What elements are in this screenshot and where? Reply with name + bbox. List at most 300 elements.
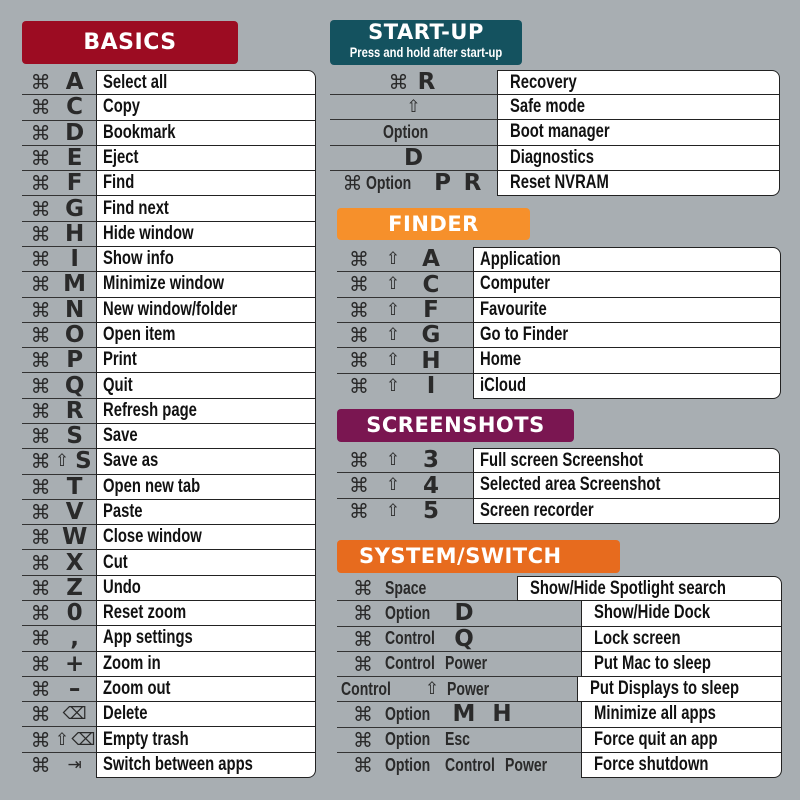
- shortcut-description: [96, 298, 316, 323]
- shift-icon: ⇧: [385, 501, 401, 522]
- shortcut-row: [22, 652, 316, 677]
- key-letter: R: [65, 397, 84, 424]
- command-icon: ⌘: [349, 473, 369, 498]
- shortcut-description: [96, 196, 316, 221]
- key-letter: Z: [66, 574, 83, 601]
- shortcut-keys: [337, 677, 577, 702]
- shortcut-description: [96, 272, 316, 297]
- shortcut-row: [22, 475, 316, 500]
- shortcut-row: [22, 576, 316, 601]
- shortcut-label: Minimize window: [103, 273, 225, 295]
- shortcut-label: iCloud: [480, 374, 527, 396]
- system-title: SYSTEM/SWITCH: [359, 544, 562, 568]
- command-icon: ⌘: [353, 601, 373, 626]
- shortcut-row: [337, 576, 782, 601]
- key-letter: F: [66, 170, 83, 197]
- key-name: Control: [385, 653, 435, 674]
- shortcut-label: Quit: [103, 374, 133, 396]
- shortcut-description: [497, 70, 780, 95]
- shortcut-row: [22, 323, 316, 348]
- shortcut-keys: [337, 702, 581, 727]
- key-letter: ,: [70, 625, 79, 652]
- shortcut-row: [337, 702, 782, 727]
- key-name: Control: [385, 628, 435, 649]
- shortcut-row: [22, 500, 316, 525]
- finder-table: [337, 247, 781, 399]
- shortcut-label: Zoom in: [103, 652, 161, 674]
- shortcut-description: [96, 424, 316, 449]
- shortcut-row: [337, 448, 780, 473]
- shortcut-keys: [337, 272, 473, 297]
- shift-icon: ⇧: [54, 729, 70, 750]
- shortcut-label: Hide window: [103, 222, 194, 244]
- shortcut-label: Boot manager: [510, 121, 610, 143]
- shortcut-keys: [22, 272, 96, 297]
- shortcut-keys: [22, 677, 96, 702]
- shortcut-label: Switch between apps: [103, 753, 253, 775]
- command-icon: ⌘: [342, 171, 363, 196]
- key-letter: +: [64, 650, 85, 677]
- command-icon: ⌘: [30, 95, 51, 120]
- shortcut-row: [22, 424, 316, 449]
- shortcut-row: [337, 247, 781, 272]
- shortcut-row: [337, 473, 780, 498]
- shortcut-keys: [337, 601, 581, 626]
- shortcut-description: [473, 448, 780, 473]
- key-letter: I: [70, 246, 79, 273]
- shortcut-description: [473, 247, 781, 272]
- command-icon: ⌘: [30, 171, 51, 196]
- key-name: Esc: [445, 729, 470, 750]
- key-letter: S: [66, 423, 83, 450]
- key-letter: R: [417, 69, 436, 96]
- shortcut-label: Force shutdown: [594, 753, 709, 775]
- key-letter: D: [454, 600, 474, 627]
- shortcut-label: Find next: [103, 197, 169, 219]
- command-icon: ⌘: [30, 753, 51, 778]
- shortcut-keys: [22, 475, 96, 500]
- command-icon: ⌘: [30, 297, 51, 322]
- shortcut-description: [96, 121, 316, 146]
- shortcut-label: Home: [480, 349, 522, 371]
- shortcut-label: Eject: [103, 146, 139, 168]
- command-icon: ⌘: [353, 651, 373, 676]
- shortcut-description: [581, 753, 782, 778]
- shortcut-label: Print: [103, 349, 137, 371]
- shortcut-row: [22, 171, 316, 196]
- shortcut-label: Selected area Screenshot: [480, 474, 661, 496]
- shift-icon: ⇧: [385, 376, 401, 397]
- shortcut-row: [22, 677, 316, 702]
- shortcut-keys: [22, 576, 96, 601]
- shortcut-description: [96, 652, 316, 677]
- command-icon: ⌘: [30, 145, 51, 170]
- command-icon: ⌘: [30, 424, 51, 449]
- shortcut-description: [96, 727, 316, 752]
- command-icon: ⌘: [30, 247, 51, 272]
- shortcut-description: [96, 247, 316, 272]
- key-letter: P: [66, 347, 84, 374]
- key-letter: H: [65, 220, 85, 247]
- command-icon: ⌘: [30, 474, 51, 499]
- shortcut-description: [581, 728, 782, 753]
- shortcut-keys: [22, 121, 96, 146]
- shortcut-keys: [337, 448, 473, 473]
- key-name: Option: [385, 729, 431, 750]
- startup-header: [330, 20, 522, 65]
- shortcut-description: [473, 348, 781, 373]
- finder-title: FINDER: [388, 212, 479, 236]
- shortcut-description: [581, 652, 782, 677]
- command-icon: ⌘: [30, 651, 51, 676]
- shortcut-row: [337, 348, 781, 373]
- key-name: Option: [365, 172, 411, 193]
- command-icon: ⌘: [30, 499, 51, 524]
- shortcut-label: Undo: [103, 576, 141, 598]
- shift-icon: ⇧: [385, 475, 401, 496]
- command-icon: ⌘: [349, 448, 369, 473]
- key-name: Control: [445, 754, 495, 775]
- command-icon: ⌘: [30, 70, 51, 95]
- shortcut-description: [96, 70, 316, 95]
- key-letter: D: [403, 144, 424, 171]
- shortcut-row: [337, 499, 780, 524]
- shortcut-keys: [22, 525, 96, 550]
- shortcut-keys: [22, 298, 96, 323]
- shortcut-keys: [22, 652, 96, 677]
- command-icon: ⌘: [30, 601, 51, 626]
- shortcut-keys: [22, 702, 96, 727]
- shortcut-description: [96, 576, 316, 601]
- command-icon: ⌘: [349, 272, 369, 297]
- shortcut-description: [473, 298, 781, 323]
- shortcut-row: [22, 601, 316, 626]
- command-icon: ⌘: [30, 398, 51, 423]
- command-icon: ⌘: [30, 322, 51, 347]
- tab-key-icon: ⇥: [67, 755, 82, 776]
- key-letter: D: [65, 119, 85, 146]
- shortcut-label: Show/Hide Dock: [594, 602, 711, 624]
- key-letter: O: [64, 321, 85, 348]
- shift-icon: ⇧: [385, 274, 401, 295]
- delete-key-icon: ⌫: [62, 704, 87, 725]
- shortcut-label: Application: [480, 248, 561, 270]
- key-letter: 5: [422, 498, 439, 525]
- shortcut-keys: [22, 95, 96, 120]
- shortcut-keys: [337, 473, 473, 498]
- shortcut-label: Bookmark: [103, 121, 176, 143]
- startup-table: [330, 70, 780, 196]
- shortcut-keys: [330, 120, 497, 145]
- shortcut-keys: [22, 146, 96, 171]
- shortcut-keys: [22, 323, 96, 348]
- command-icon: ⌘: [30, 727, 51, 752]
- shift-icon: ⇧: [406, 97, 421, 118]
- key-name: Option: [385, 602, 431, 623]
- shortcut-row: [337, 677, 782, 702]
- shortcut-label: Show info: [103, 248, 174, 270]
- shortcut-description: [96, 373, 316, 398]
- command-icon: ⌘: [30, 676, 51, 701]
- shortcut-keys: [337, 728, 581, 753]
- command-icon: ⌘: [349, 348, 369, 373]
- shift-icon: ⇧: [54, 451, 70, 472]
- shortcut-description: [96, 449, 316, 474]
- shortcut-row: [337, 374, 781, 399]
- basics-header: [22, 21, 238, 64]
- shortcut-description: [96, 601, 316, 626]
- shortcut-keys: [330, 171, 497, 196]
- command-icon: ⌘: [30, 550, 51, 575]
- command-icon: ⌘: [353, 576, 373, 601]
- key-letter: R: [463, 170, 482, 197]
- screenshots-header: [337, 409, 574, 442]
- shortcut-label: Paste: [103, 500, 143, 522]
- shortcut-label: Delete: [103, 703, 148, 725]
- startup-subtitle: Press and hold after start-up: [349, 44, 503, 60]
- key-name: Power: [447, 678, 490, 699]
- shortcut-keys: [337, 627, 581, 652]
- command-icon: ⌘: [30, 575, 51, 600]
- shortcut-description: [96, 171, 316, 196]
- shortcut-description: [581, 627, 782, 652]
- key-name: Space: [385, 577, 427, 598]
- shortcut-description: [96, 146, 316, 171]
- shortcut-row: [337, 627, 782, 652]
- shortcut-description: [497, 171, 780, 196]
- shortcut-label: Refresh page: [103, 399, 197, 421]
- shortcut-label: Computer: [480, 273, 550, 295]
- shortcut-keys: [330, 95, 497, 120]
- finder-header: [337, 208, 530, 240]
- command-icon: ⌘: [30, 525, 51, 550]
- system-header: [337, 540, 620, 573]
- key-name: Control: [341, 678, 391, 699]
- shortcut-label: Full screen Screenshot: [480, 449, 644, 471]
- shortcut-keys: [337, 323, 473, 348]
- shortcut-row: [22, 373, 316, 398]
- shortcut-keys: [22, 601, 96, 626]
- shortcut-row: [22, 550, 316, 575]
- shortcut-keys: [22, 550, 96, 575]
- shortcut-description: [96, 95, 316, 120]
- key-letter: H: [492, 701, 512, 728]
- shortcut-row: [22, 70, 316, 95]
- shortcut-row: [22, 146, 316, 171]
- shortcut-keys: [22, 626, 96, 651]
- shortcut-keys: [337, 652, 581, 677]
- key-letter: 4: [422, 472, 439, 499]
- shortcut-description: [473, 473, 780, 498]
- command-icon: ⌘: [30, 221, 51, 246]
- key-name: Option: [385, 754, 431, 775]
- shortcut-row: [337, 753, 782, 778]
- key-letter: C: [422, 271, 440, 298]
- shortcut-row: [330, 95, 780, 120]
- shortcut-keys: [330, 146, 497, 171]
- shortcut-description: [473, 499, 780, 524]
- shortcut-row: [22, 702, 316, 727]
- shortcut-row: [22, 525, 316, 550]
- key-letter: W: [61, 524, 88, 551]
- shortcut-label: Safe mode: [510, 96, 585, 118]
- shortcut-row: [22, 449, 316, 474]
- shortcut-keys: [22, 70, 96, 95]
- shortcut-label: Reset zoom: [103, 602, 187, 624]
- shortcut-description: [96, 348, 316, 373]
- shortcut-row: [337, 272, 781, 297]
- shift-icon: ⇧: [385, 249, 401, 270]
- key-letter: Q: [454, 625, 474, 652]
- shortcut-keys: [330, 70, 497, 95]
- shortcut-label: Go to Finder: [480, 324, 569, 346]
- command-icon: ⌘: [30, 348, 51, 373]
- shortcut-row: [337, 652, 782, 677]
- key-name: Option: [382, 121, 428, 142]
- command-icon: ⌘: [353, 702, 373, 727]
- key-letter: M: [63, 271, 87, 298]
- command-icon: ⌘: [30, 120, 51, 145]
- shortcut-row: [22, 121, 316, 146]
- shortcut-label: Recovery: [510, 71, 577, 93]
- key-name: Option: [385, 703, 431, 724]
- shortcut-row: [22, 626, 316, 651]
- shortcut-row: [330, 70, 780, 95]
- shortcut-description: [96, 753, 316, 778]
- shortcut-row: [337, 601, 782, 626]
- shortcut-label: Minimize all apps: [594, 703, 716, 725]
- shortcut-keys: [337, 374, 473, 399]
- shift-icon: ⇧: [385, 450, 401, 471]
- shortcut-row: [22, 247, 316, 272]
- shortcut-keys: [22, 196, 96, 221]
- shortcut-row: [22, 222, 316, 247]
- command-icon: ⌘: [30, 272, 51, 297]
- screenshots-title: SCREENSHOTS: [366, 413, 545, 437]
- key-letter: G: [421, 322, 441, 349]
- shortcut-keys: [22, 348, 96, 373]
- shortcut-description: [96, 475, 316, 500]
- shortcut-description: [473, 272, 781, 297]
- shortcut-description: [96, 222, 316, 247]
- key-name: Power: [445, 653, 488, 674]
- key-letter: N: [65, 296, 85, 323]
- screenshots-table: [337, 448, 780, 524]
- shortcut-keys: [22, 222, 96, 247]
- key-letter: X: [65, 549, 84, 576]
- shortcut-row: [22, 753, 316, 778]
- key-letter: I: [426, 373, 436, 400]
- shortcut-label: Copy: [103, 96, 141, 118]
- shortcut-keys: [337, 247, 473, 272]
- shortcut-description: [96, 500, 316, 525]
- shortcut-label: Empty trash: [103, 728, 189, 750]
- startup-title: START-UP: [368, 20, 484, 44]
- command-icon: ⌘: [349, 374, 369, 399]
- shift-icon: ⇧: [385, 350, 401, 371]
- shortcut-keys: [337, 298, 473, 323]
- shift-icon: ⇧: [424, 679, 440, 700]
- shortcut-row: [22, 298, 316, 323]
- shortcut-label: Show/Hide Spotlight search: [529, 577, 726, 599]
- command-icon: ⌘: [349, 297, 369, 322]
- shortcut-description: [96, 702, 316, 727]
- shortcut-keys: [22, 753, 96, 778]
- shortcut-label: Save as: [103, 450, 159, 472]
- shortcut-keys: [22, 500, 96, 525]
- command-icon: ⌘: [388, 70, 409, 95]
- key-letter: 3: [422, 447, 439, 474]
- shortcut-description: [497, 146, 780, 171]
- shortcut-keys: [22, 424, 96, 449]
- key-letter: S: [75, 448, 92, 475]
- shortcut-description: [577, 677, 782, 702]
- command-icon: ⌘: [349, 499, 369, 524]
- shortcut-description: [96, 399, 316, 424]
- shortcut-label: Open new tab: [103, 475, 201, 497]
- key-letter: E: [66, 144, 83, 171]
- shortcut-label: Force quit an app: [594, 728, 718, 750]
- shortcut-description: [96, 550, 316, 575]
- system-table: [337, 576, 782, 778]
- shortcut-row: [330, 146, 780, 171]
- shortcut-row: [22, 95, 316, 120]
- shortcut-keys: [337, 348, 473, 373]
- shortcut-keys: [337, 499, 473, 524]
- shortcut-label: Favourite: [480, 298, 547, 320]
- key-letter: C: [66, 94, 84, 121]
- key-letter: G: [65, 195, 85, 222]
- shortcut-keys: [22, 171, 96, 196]
- shortcut-label: Zoom out: [103, 677, 171, 699]
- shortcut-description: [96, 323, 316, 348]
- shortcut-label: Diagnostics: [510, 146, 595, 168]
- shortcut-label: New window/folder: [103, 298, 238, 320]
- shortcut-label: Find: [103, 172, 135, 194]
- command-icon: ⌘: [30, 373, 51, 398]
- shortcut-keys: [22, 247, 96, 272]
- command-icon: ⌘: [353, 753, 373, 778]
- shortcut-label: Screen recorder: [480, 499, 594, 521]
- shortcut-label: App settings: [103, 627, 193, 649]
- shortcut-keys: [22, 449, 96, 474]
- shortcut-label: Put Displays to sleep: [589, 678, 739, 700]
- delete-key-icon: ⌫: [71, 729, 96, 750]
- command-icon: ⌘: [30, 702, 51, 727]
- shortcut-row: [337, 323, 781, 348]
- key-letter: F: [423, 296, 439, 323]
- shortcut-description: [96, 525, 316, 550]
- shortcut-description: [96, 677, 316, 702]
- shortcut-row: [22, 727, 316, 752]
- shortcut-row: [22, 399, 316, 424]
- key-name: Power: [505, 754, 548, 775]
- key-letter: 0: [66, 600, 83, 627]
- shortcut-keys: [22, 399, 96, 424]
- shortcut-keys: [337, 576, 517, 601]
- shift-icon: ⇧: [385, 325, 401, 346]
- shortcut-row: [330, 120, 780, 145]
- command-icon: ⌘: [30, 626, 51, 651]
- command-icon: ⌘: [349, 247, 369, 272]
- shortcut-keys: [22, 373, 96, 398]
- shortcut-label: Close window: [103, 526, 202, 548]
- shortcut-description: [517, 576, 782, 601]
- key-letter: P: [434, 170, 451, 197]
- shortcut-description: [497, 95, 780, 120]
- shortcut-row: [330, 171, 780, 196]
- key-letter: M: [452, 701, 476, 728]
